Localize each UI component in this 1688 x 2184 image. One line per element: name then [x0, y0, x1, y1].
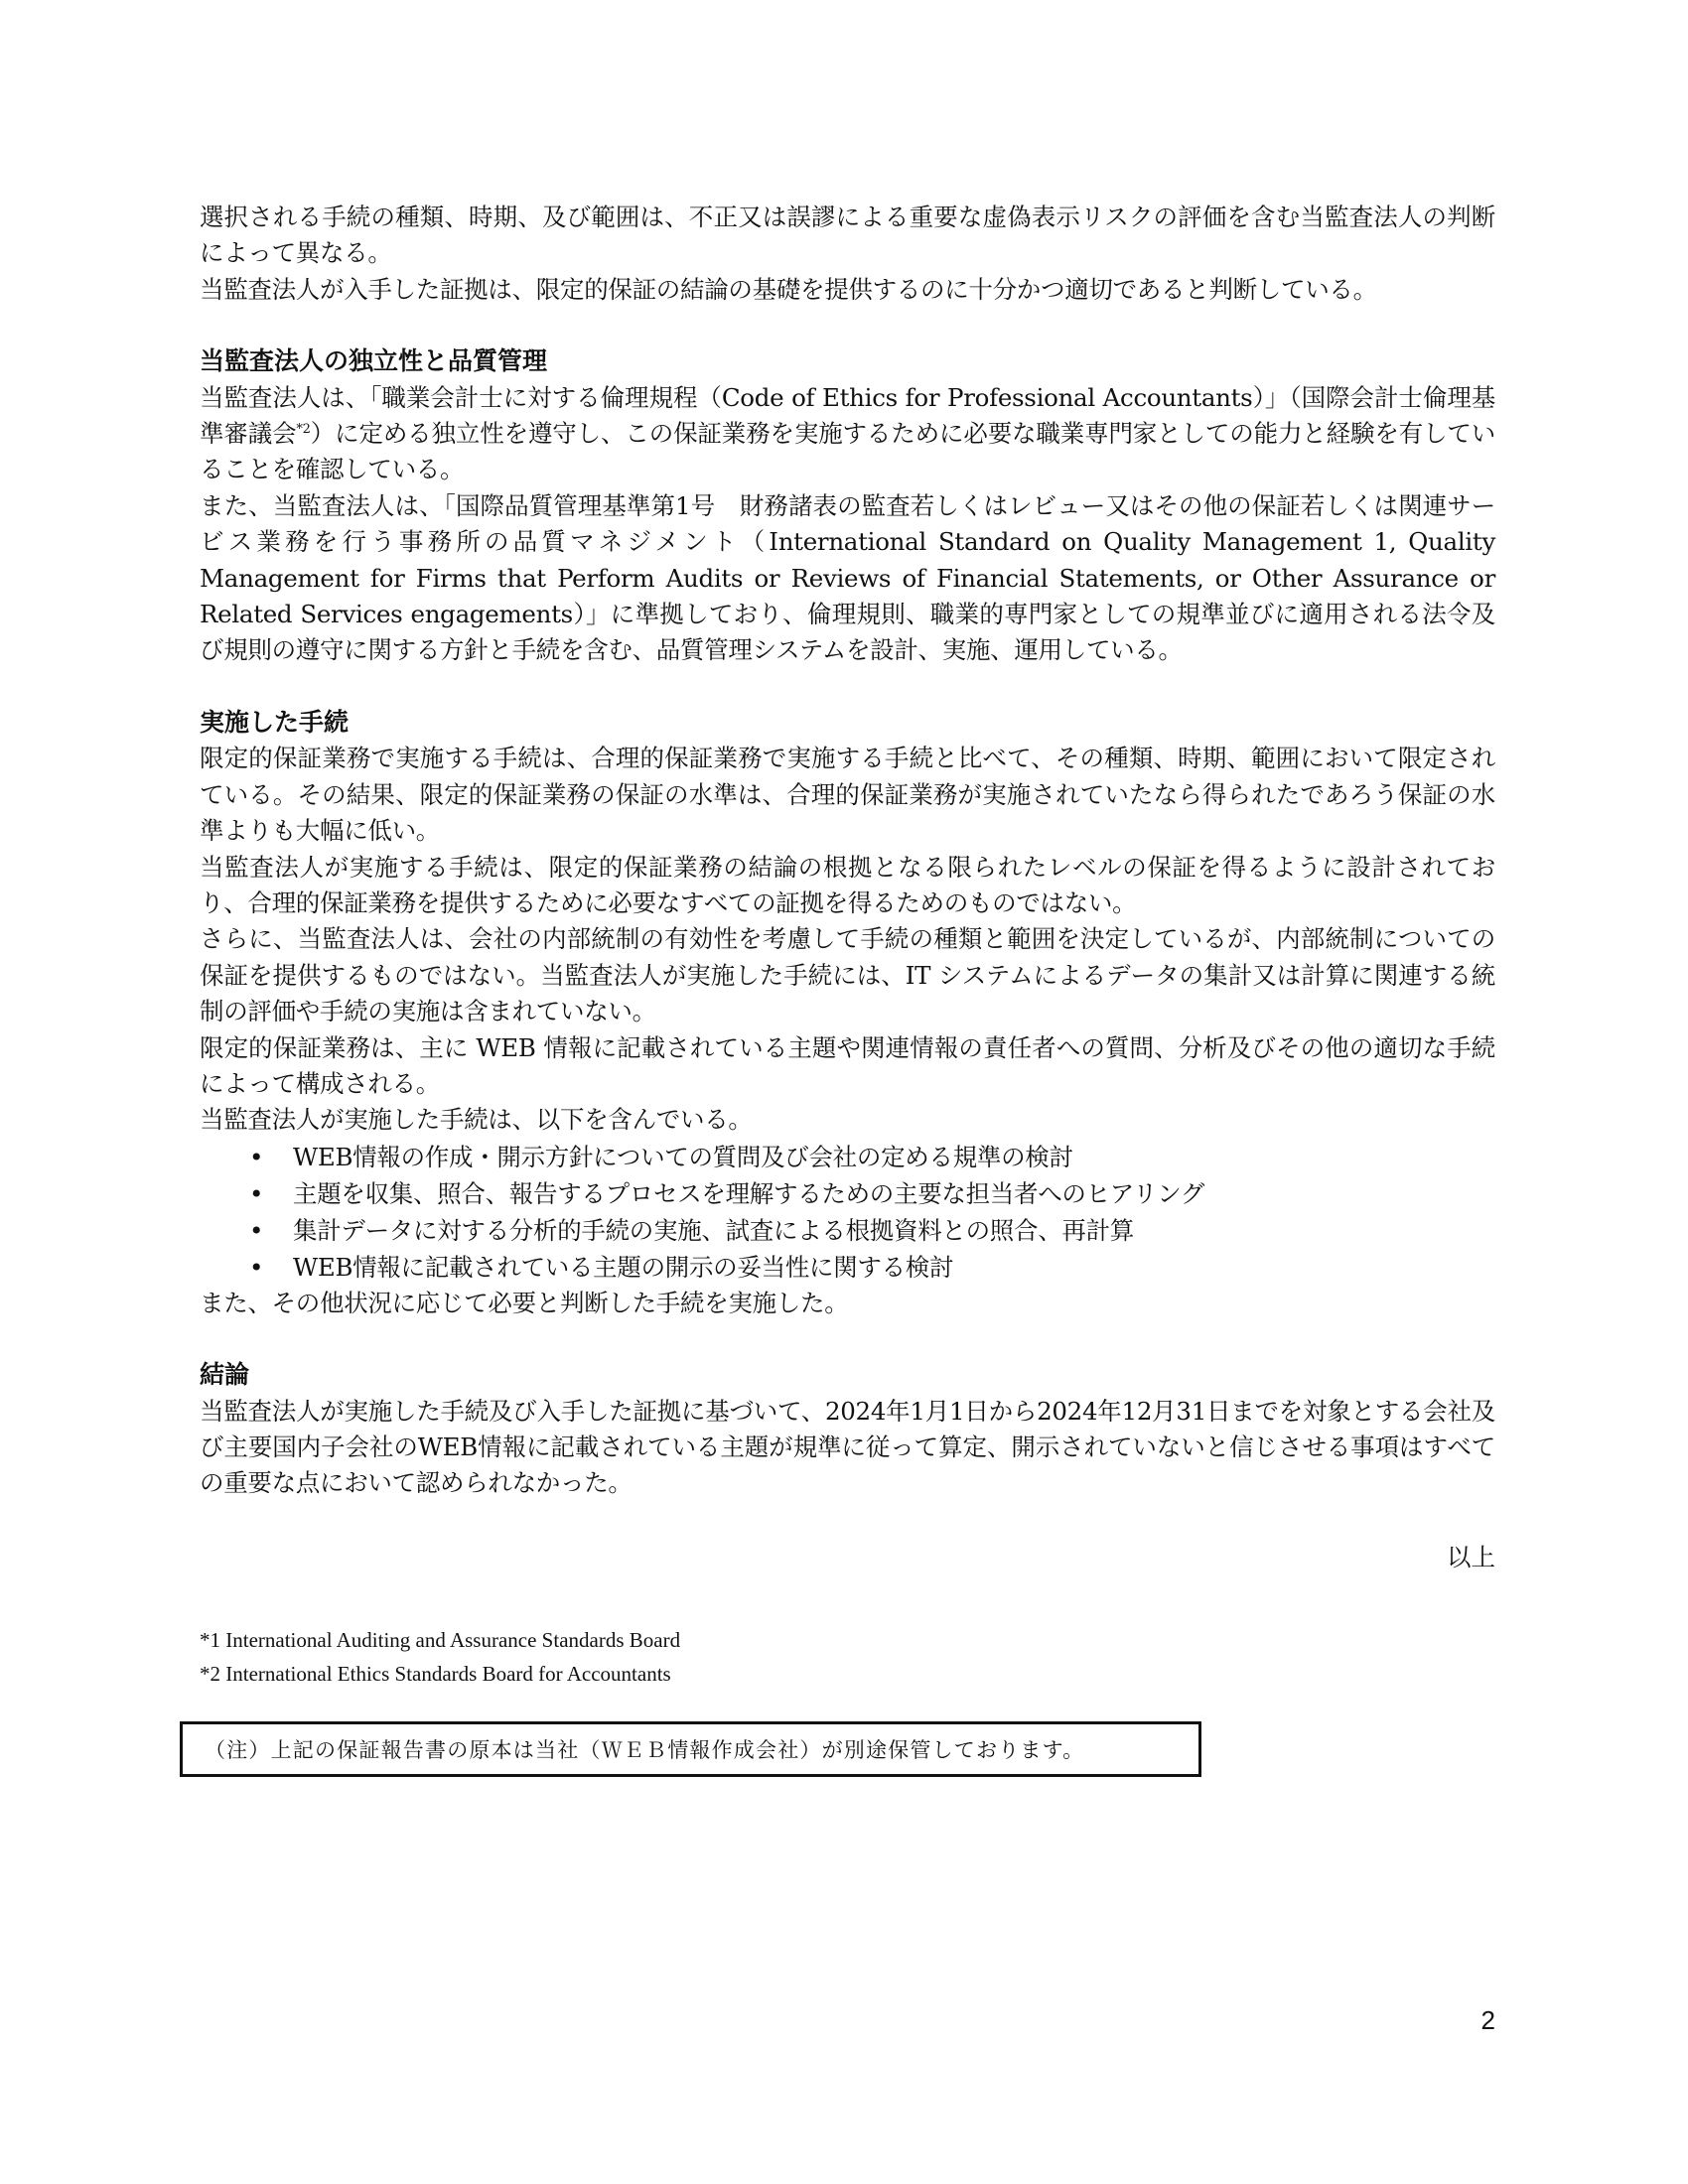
procedures-paragraph-inquiry: 限定的保証業務は、主に WEB 情報に記載されている主題や関連情報の責任者への質問、分析及びその他の適切な手続によって構成される。 — [200, 1032, 1495, 1098]
list-item-text: 主題を収集、照合、報告するプロセスを理解するための主要な担当者へのヒアリング — [293, 1178, 1205, 1208]
procedures-list — [200, 1139, 1495, 1286]
section-gap — [200, 669, 1495, 705]
procedures-paragraph-design: 当監査法人が実施する手続は、限定的保証業務の結論の根拠となる限られたレベルの保証を得るように設計されており、合理的保証業務を提供するために必要なすべての証拠を得るためのものではない。 — [200, 852, 1495, 917]
list-item — [249, 1175, 1495, 1212]
list-item-text: WEB情報に記載されている主題の開示の妥当性に関する検討 — [293, 1252, 954, 1282]
independence-heading: 当監査法人の独立性と品質管理 — [200, 346, 548, 376]
original-custody-note-text: （注）上記の保証報告書の原本は当社（ＷＥＢ情報作成会社）が別途保管しております。 — [205, 1738, 1085, 1762]
section-gap — [200, 308, 1495, 343]
list-item-text: 集計データに対する分析的手続の実施、試査による根拠資料との照合、再計算 — [293, 1215, 1134, 1245]
independence-text-after-ref: ）に定める独立性を遵守し、この保証業務を実施するために必要な職業専門家としての能力と経験を有していることを確認している。 — [200, 419, 1495, 484]
procedures-paragraph-limited: 限定的保証業務で実施する手続は、合理的保証業務で実施する手続と比べて、その種類、時期、範囲において限定されている。その結果、限定的保証業務の保証の水準は、合理的保証業務が実施されていたなら得られたであろう保証の水準よりも大幅に低い。 — [200, 744, 1495, 846]
list-item — [249, 1139, 1495, 1175]
independence-paragraph-quality: また、当監査法人は、「国際品質管理基準第1号 財務諸表の監査若しくはレビュー又はその他の保証若しくは関連サービス業務を行う事務所の品質マネジメント（International Standard on Quality Management 1, Quality Management for Firms that Perform Audits or Reviews of Financial Statements, or Other Assurance or Related Services engagements）」に準拠しており、倫理規則、職業的専門家としての規準並びに適用される法令及び規則の遵守に関する方針と手続を含む、品質管理システムを設計、実施、運用している。 — [200, 490, 1495, 665]
list-item-text: WEB情報の作成・開示方針についての質問及び会社の定める規準の検討 — [293, 1142, 1073, 1171]
page-number: 2 — [1480, 2005, 1495, 2035]
footnote-1: *1 International Auditing and Assurance Standards Board — [200, 1627, 681, 1652]
original-custody-note-box — [180, 1721, 1201, 1777]
independence-text-before-ref: 当監査法人は、「職業会計士に対する倫理規程（Code of Ethics for Professional Accountants）」（国際会計士倫理基準審議会 — [200, 382, 1495, 449]
bullet-icon: • — [249, 1178, 264, 1208]
procedures-paragraph-internal-control: さらに、当監査法人は、会社の内部統制の有効性を考慮して手続の種類と範囲を決定しているが、内部統制についての保証を提供するものではない。当監査法人が実施した手続には、IT システムによるデータの集計又は計算に関連する統制の評価や手続の実施は含まれていない。 — [200, 924, 1495, 1026]
procedures-paragraph-other: また、その他状況に応じて必要と判断した手続を実施した。 — [200, 1288, 849, 1317]
report-body — [200, 200, 1495, 1691]
procedures-paragraph-list-intro: 当監査法人が実施した手続は、以下を含んでいる。 — [200, 1105, 753, 1135]
bullet-icon: • — [249, 1252, 264, 1282]
conclusion-heading: 結論 — [200, 1360, 250, 1390]
list-item — [249, 1212, 1495, 1249]
bullet-icon: • — [249, 1215, 264, 1245]
list-item — [249, 1249, 1495, 1286]
footnote-2: *2 International Ethics Standards Board for Accountants — [200, 1661, 671, 1686]
closing-mark: 以上 — [1447, 1542, 1495, 1571]
bullet-icon: • — [249, 1142, 264, 1171]
independence-paragraph-ethics — [200, 380, 1495, 488]
intro-paragraph-scope: 選択される手続の種類、時期、及び範囲は、不正又は誤謬による重要な虚偽表示リスクの評価を含む当監査法人の判断によって異なる。 — [200, 203, 1495, 268]
procedures-heading: 実施した手続 — [200, 707, 350, 737]
footnote-ref-2: *2 — [296, 421, 311, 437]
intro-paragraph-evidence: 当監査法人が入手した証拠は、限定的保証の結論の基礎を提供するのに十分かつ適切であると判断している。 — [200, 274, 1377, 304]
footnotes — [200, 1623, 1495, 1691]
section-gap — [200, 1321, 1495, 1357]
conclusion-paragraph: 当監査法人が実施した手続及び入手した証拠に基づいて、2024年1月1日から2024年12月31日までを対象とする会社及び主要国内子会社のWEB情報に記載されている主題が規準に従って算定、開示されていないと信じさせる事項はすべての重要な点において認められなかった。 — [200, 1396, 1495, 1498]
